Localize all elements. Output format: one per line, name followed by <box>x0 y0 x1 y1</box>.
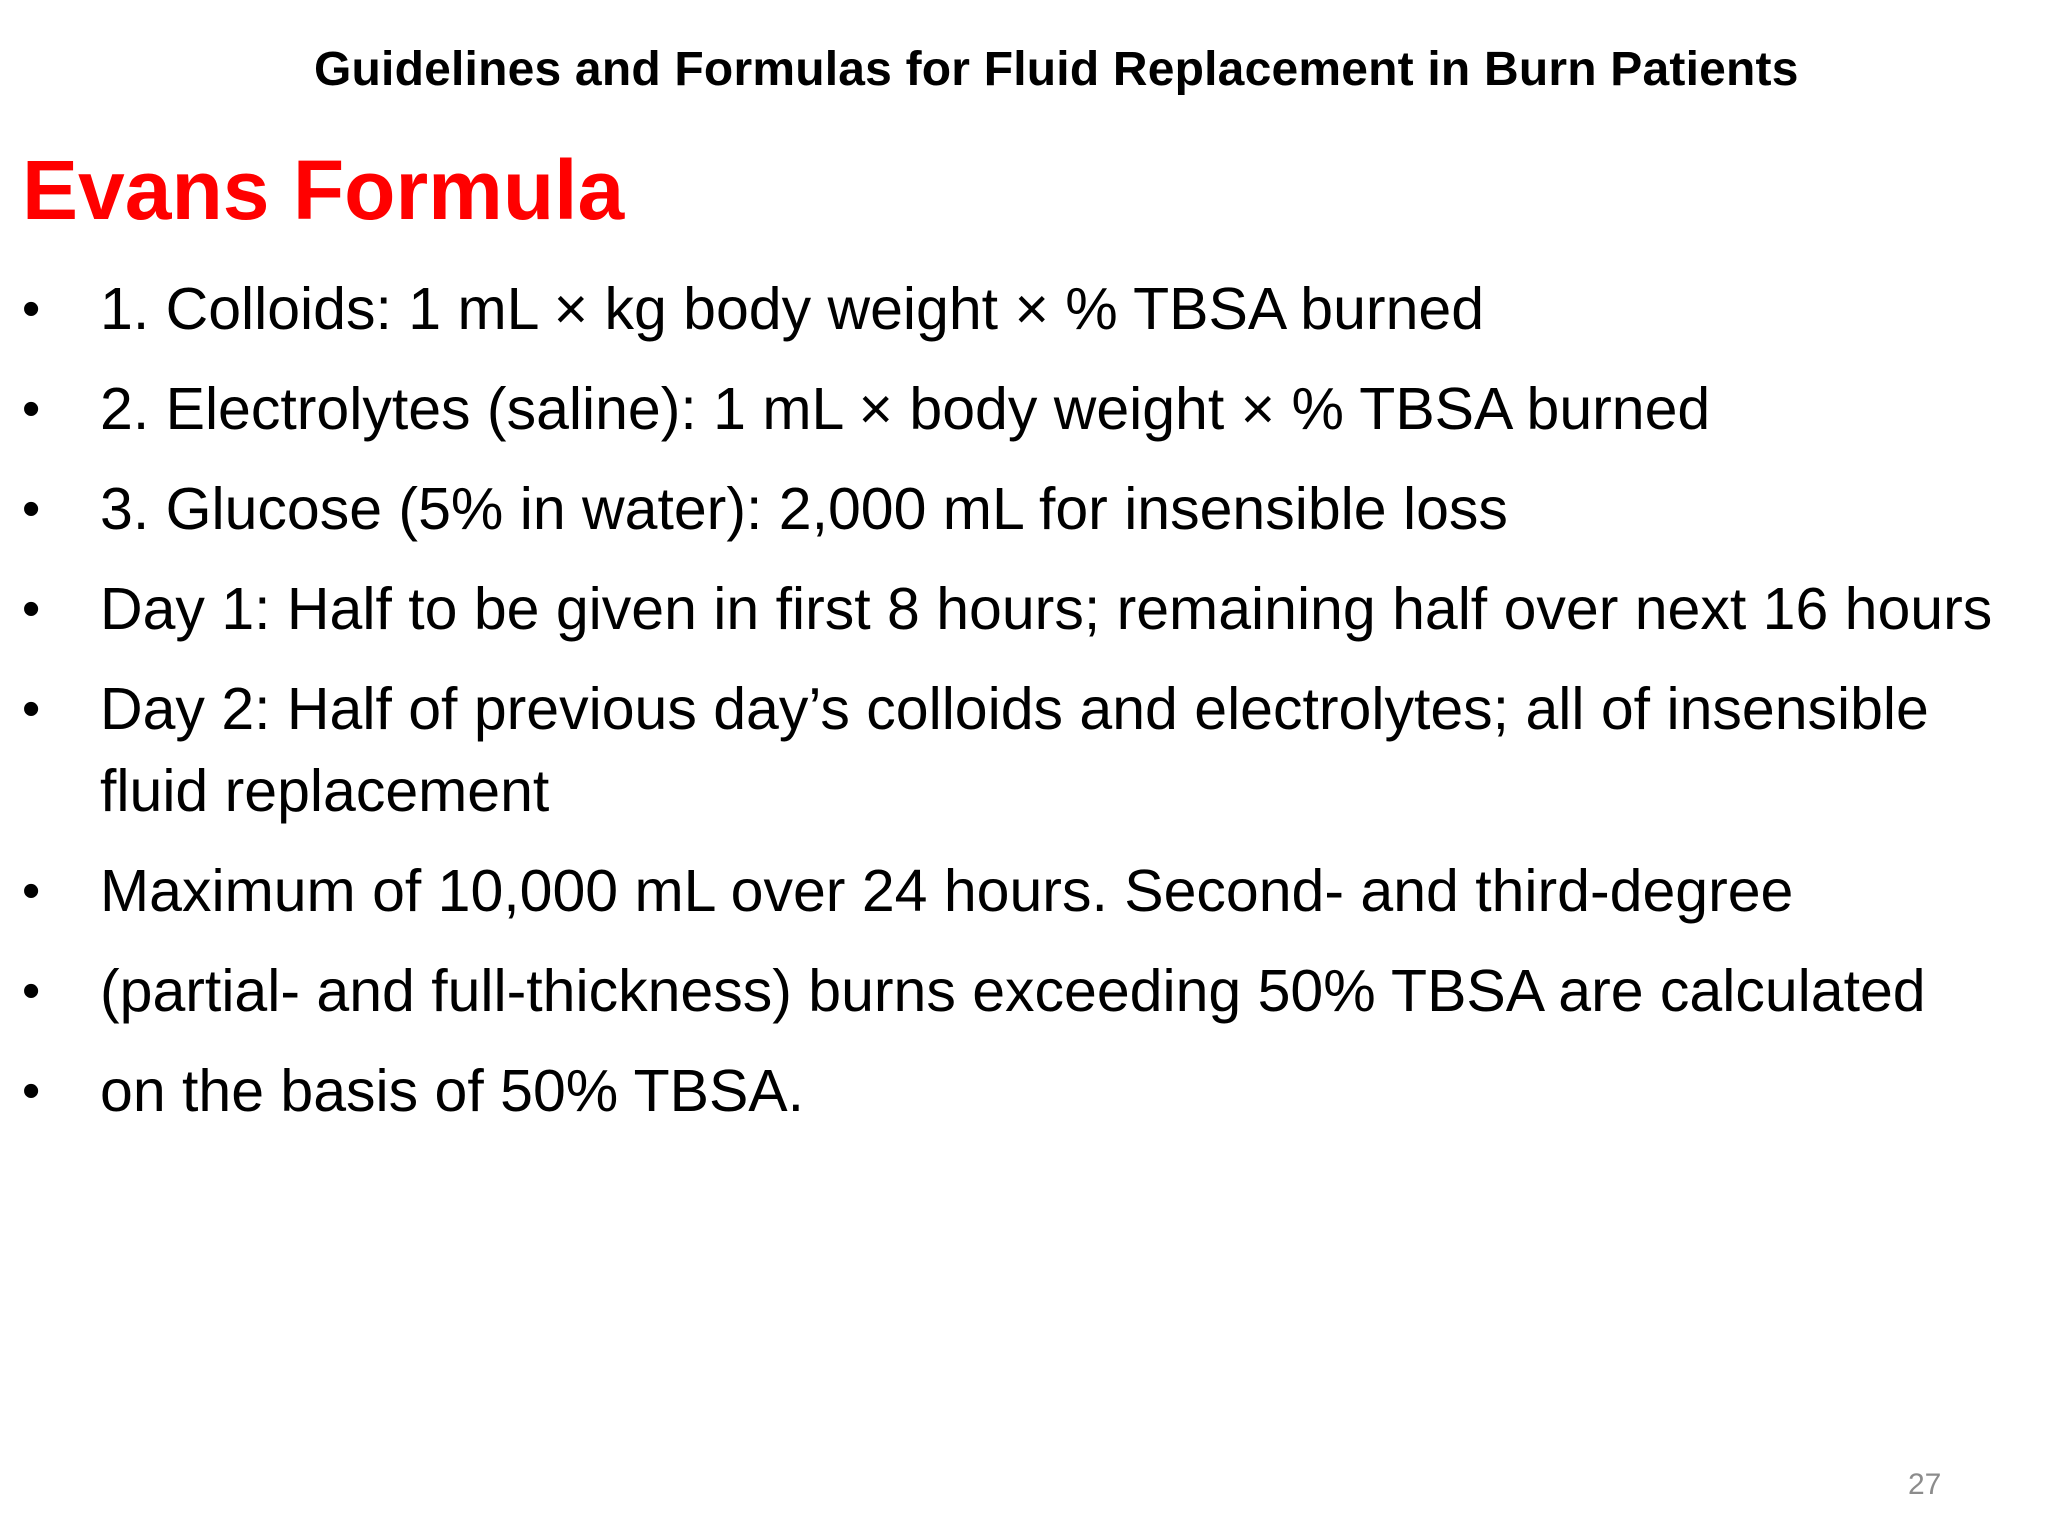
page-number: 27 <box>1908 1468 1942 1501</box>
bullet-text: on the basis of 50% TBSA. <box>100 1058 805 1124</box>
list-item <box>22 568 2032 650</box>
bullet-icon: • <box>22 680 41 738</box>
bullet-icon: • <box>22 280 41 338</box>
bullet-text: Maximum of 10,000 mL over 24 hours. Second- and third-degree <box>100 858 1794 924</box>
list-item <box>22 268 2032 350</box>
bullet-icon: • <box>22 1062 41 1120</box>
bullet-text: 3. Glucose (5% in water): 2,000 mL for insensible loss <box>100 476 1508 542</box>
bullet-icon: • <box>22 480 41 538</box>
bullet-text: Day 2: Half of previous day’s colloids and electrolytes; all of insensible fluid replacement <box>100 676 1929 824</box>
slide-header-title: Guidelines and Formulas for Fluid Replacement in Burn Patients <box>314 43 1799 96</box>
list-item <box>22 850 2032 932</box>
bullet-icon: • <box>22 962 41 1020</box>
bullet-text: (partial- and full-thickness) burns exceeding 50% TBSA are calculated <box>100 958 1926 1024</box>
list-item <box>22 950 2032 1032</box>
bullet-text: 1. Colloids: 1 mL × kg body weight × % TBSA burned <box>100 276 1485 342</box>
bullet-icon: • <box>22 862 41 920</box>
bullet-text: Day 1: Half to be given in first 8 hours; remaining half over next 16 hours <box>100 576 1993 642</box>
list-item <box>22 668 2032 832</box>
bullet-icon: • <box>22 580 41 638</box>
bullet-icon: • <box>22 380 41 438</box>
list-item <box>22 468 2032 550</box>
list-item <box>22 1050 2032 1132</box>
list-item <box>22 368 2032 450</box>
bullet-list <box>22 268 2032 1150</box>
bullet-text: 2. Electrolytes (saline): 1 mL × body weight × % TBSA burned <box>100 376 1711 442</box>
section-heading: Evans Formula <box>22 143 625 237</box>
